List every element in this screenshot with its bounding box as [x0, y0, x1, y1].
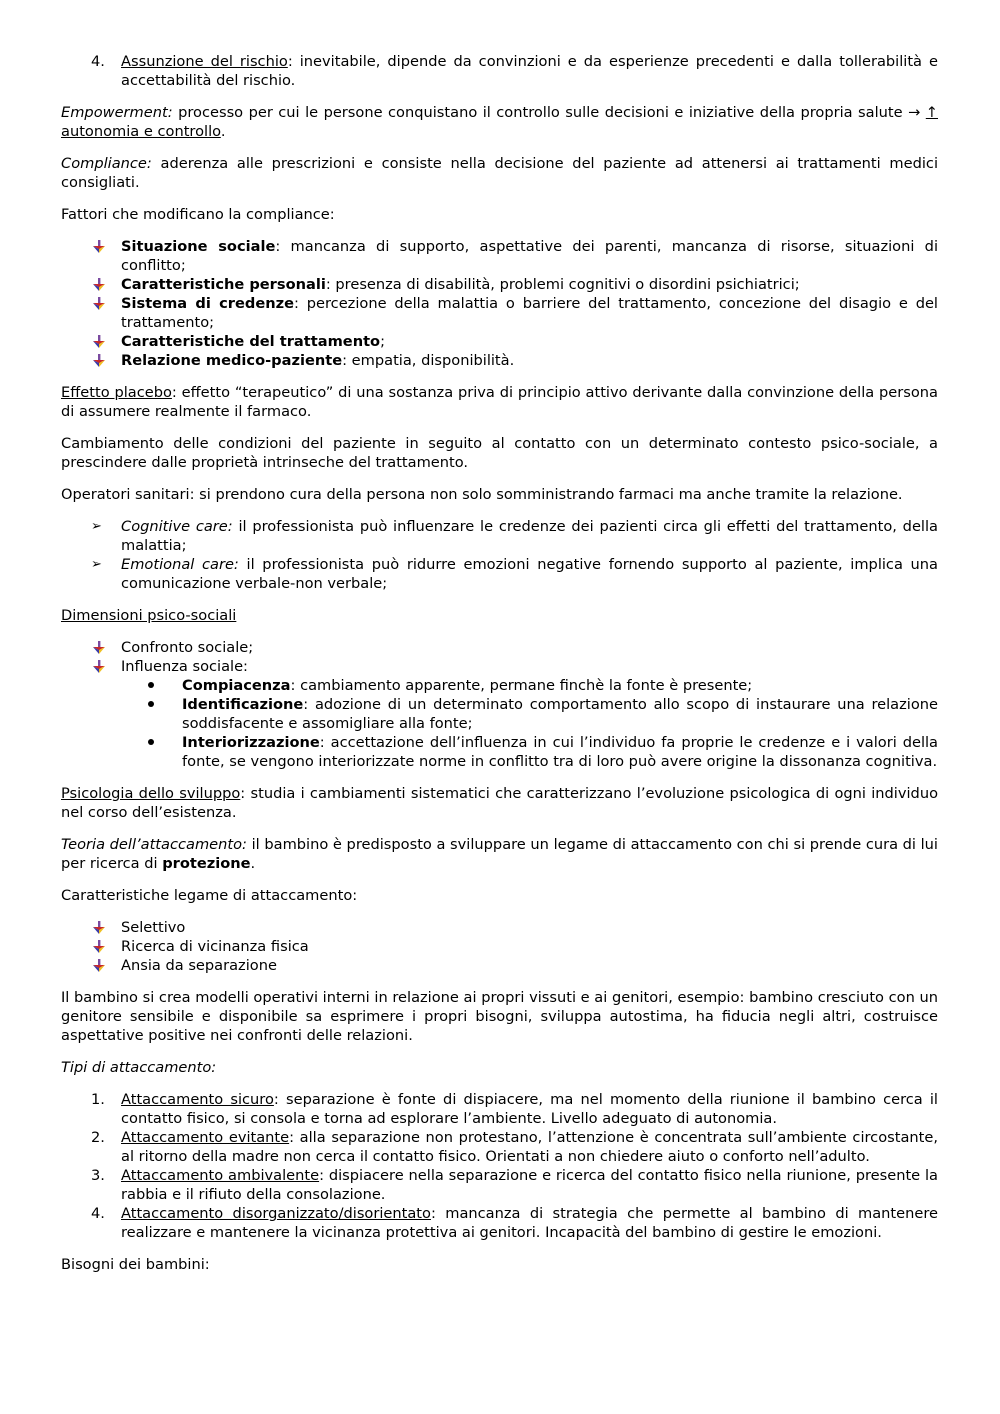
- tipi-heading: [61, 1058, 938, 1077]
- definition: il bambino è predisposto a sviluppare un legame di attaccamento con chi si prende cura di lui per ricerca di: [61, 836, 938, 872]
- definition: : separazione è fonte di dispiacere, ma nel momento della riunione il bambino cerca il contatto fisico, si consola e torna ad esplorare l’ambiente. Livello adeguato di autonomia.: [121, 1091, 938, 1127]
- arrowhead-bullet-icon: ➢: [91, 519, 102, 534]
- list-item: [61, 237, 938, 275]
- sub-list-item: [121, 695, 938, 733]
- influenza-sublist: [121, 676, 938, 771]
- dot-bullet-icon: [148, 701, 154, 707]
- cambiamento-paragraph: Cambiamento delle condizioni del paziente in seguito al contatto con un determinato contesto psico-sociale, a prescindere dalle proprietà intrinseche del trattamento.: [61, 435, 938, 471]
- definition: processo per cui le persone conquistano il controllo sulle decisioni e iniziative della propria salute: [172, 104, 909, 121]
- dot-bullet-icon: [148, 739, 154, 745]
- item-text: Ricerca di vicinanza fisica: [121, 938, 309, 955]
- attaccamento-paragraph: [61, 835, 938, 873]
- definition: il professionista può influenzare le credenze dei pazienti circa gli effetti del trattamento, della malattia;: [121, 518, 938, 554]
- list-number: 4.: [91, 1205, 105, 1222]
- list-item: [61, 638, 938, 657]
- list-item: [61, 956, 938, 975]
- sub-list-item: [121, 676, 938, 695]
- term: Interiorizzazione: [182, 734, 320, 751]
- list-number: 4.: [91, 53, 105, 70]
- term: Emotional care:: [121, 556, 239, 573]
- tipi-list: [61, 1090, 938, 1242]
- operatori-paragraph: Operatori sanitari: si prendono cura della persona non solo somministrando farmaci ma anche tramite la relazione.: [61, 486, 903, 503]
- term: Effetto placebo: [61, 384, 172, 401]
- term: Relazione medico-paziente: [121, 352, 343, 369]
- colored-arrow-bullet-icon: [92, 335, 106, 349]
- definition: : cambiamento apparente, permane finchè la fonte è presente;: [290, 677, 753, 694]
- definition: : alla separazione non protestano, l’attenzione è concentrata sull’ambiente circostante, al ritorno della madre non cerca il contatto fisico. Orientati a non chiedere aiuto o conforto nell’adulto.: [121, 1129, 938, 1165]
- item-text: Confronto sociale;: [121, 639, 254, 656]
- list-number: 1.: [91, 1091, 105, 1108]
- fattori-intro: Fattori che modificano la compliance:: [61, 206, 335, 223]
- item-text: Selettivo: [121, 919, 186, 936]
- arrow-icon: →: [908, 104, 921, 121]
- compliance-paragraph: [61, 154, 938, 192]
- term: Attaccamento ambivalente: [121, 1167, 320, 1184]
- definition: aderenza alle prescrizioni e consiste nella decisione del paziente ad attenersi ai trattamenti medici consigliati.: [61, 155, 938, 191]
- term: Compliance:: [61, 155, 152, 172]
- list-item: [61, 332, 938, 351]
- list-item: [61, 1166, 938, 1204]
- list-item: [61, 1204, 938, 1242]
- fattori-list: [61, 237, 938, 370]
- empowerment-paragraph: [61, 103, 938, 141]
- definition: : empatia, disponibilità.: [342, 352, 515, 369]
- colored-arrow-bullet-icon: [92, 660, 106, 674]
- arrowhead-bullet-icon: ➢: [91, 557, 102, 572]
- term: Situazione sociale: [121, 238, 276, 255]
- colored-arrow-bullet-icon: [92, 641, 106, 655]
- definition: : mancanza di strategia che permette al bambino di mantenere realizzare e mantenere la vicinanza protettiva ai genitori. Incapacità del bambino di gestire le emozioni.: [121, 1205, 938, 1241]
- definition: : percezione della malattia o barriere del trattamento, concezione del disagio e del trattamento;: [121, 295, 938, 331]
- colored-arrow-bullet-icon: [92, 240, 106, 254]
- term: Attaccamento sicuro: [121, 1091, 274, 1108]
- colored-arrow-bullet-icon: [92, 297, 106, 311]
- colored-arrow-bullet-icon: [92, 278, 106, 292]
- term: Cognitive care:: [121, 518, 233, 535]
- list-item: [61, 918, 938, 937]
- colored-arrow-bullet-icon: [92, 354, 106, 368]
- term: Compiacenza: [182, 677, 291, 694]
- list-item: [61, 517, 938, 555]
- colored-arrow-bullet-icon: [92, 959, 106, 973]
- term: Teoria dell’attaccamento:: [61, 836, 247, 853]
- term: Attaccamento disorganizzato/disorientato: [121, 1205, 431, 1222]
- definition: : dispiacere nella separazione e ricerca del contatto fisico nella riunione, presente la rabbia e il rifiuto della consolazione.: [121, 1167, 938, 1203]
- underlined-phrase: ↑ autonomia e controllo: [61, 104, 939, 140]
- definition: ;: [380, 333, 386, 350]
- colored-arrow-bullet-icon: [92, 940, 106, 954]
- sub-list-item: [121, 733, 938, 771]
- list-item: [61, 1128, 938, 1166]
- item-text: Influenza sociale:: [121, 658, 248, 675]
- definition: : accettazione dell’influenza in cui l’individuo fa proprie le credenze e i valori della fonte, se vengono interiorizzate norme in conflitto tra di loro può avere origine la dissonanza cognitiva.: [182, 734, 938, 770]
- term: Identificazione: [182, 696, 304, 713]
- list-item: [61, 351, 938, 370]
- definition: : adozione di un determinato comportamento allo scopo di instaurare una relazione soddisfacente e assomigliare alla fonte;: [182, 696, 938, 732]
- placebo-paragraph: [61, 383, 938, 421]
- definition: : effetto “terapeutico” di una sostanza priva di principio attivo derivante dalla convinzione della persona di assumere realmente il farmaco.: [61, 384, 938, 420]
- document-page: [61, 52, 938, 1287]
- sviluppo-paragraph: [61, 784, 938, 822]
- list-number: 2.: [91, 1129, 105, 1146]
- definition: : inevitabile, dipende da convinzioni e da esperienze precedenti e dalla tollerabilità e accettabilità del rischio.: [121, 53, 938, 89]
- definition: : presenza di disabilità, problemi cognitivi o disordini psichiatrici;: [325, 276, 800, 293]
- definition: il professionista può ridurre emozioni negative fornendo supporto al paziente, implica una comunicazione verbale-non verbale;: [121, 556, 939, 592]
- risk-list: [61, 52, 938, 90]
- list-item: [61, 294, 938, 332]
- term: Sistema di credenze: [121, 295, 294, 312]
- term: Attaccamento evitante: [121, 1129, 290, 1146]
- term: Caratteristiche personali: [121, 276, 326, 293]
- term: Empowerment:: [61, 104, 173, 121]
- list-item: [61, 275, 938, 294]
- punctuation: .: [220, 123, 226, 140]
- bold-word: protezione: [162, 855, 251, 872]
- list-item: [61, 555, 938, 593]
- definition: : studia i cambiamenti sistematici che caratterizzano l’evoluzione psicologica di ogni individuo nel corso dell’esistenza.: [61, 785, 938, 821]
- list-number: 3.: [91, 1167, 105, 1184]
- care-list: [61, 517, 938, 593]
- list-item: [61, 937, 938, 956]
- item-text: Ansia da separazione: [121, 957, 277, 974]
- definition: : mancanza di supporto, aspettative dei parenti, mancanza di risorse, situazioni di conflitto;: [121, 238, 938, 274]
- list-item: [61, 657, 938, 771]
- punctuation: .: [250, 855, 256, 872]
- legame-list: [61, 918, 938, 975]
- term: Caratteristiche del trattamento: [121, 333, 381, 350]
- modelli-paragraph: Il bambino si crea modelli operativi interni in relazione ai propri vissuti e ai genitori, esempio: bambino cresciuto con un genitore sensibile e disponibile sa esprimere i propri bisogni, sviluppa autostima, ha fiducia negli altri, costruisce aspettative positive nei confronti delle relazioni.: [61, 989, 938, 1044]
- legame-intro: Caratteristiche legame di attaccamento:: [61, 887, 358, 904]
- dimensioni-list: [61, 638, 938, 771]
- list-item: [61, 52, 938, 90]
- term: Assunzione del rischio: [121, 53, 288, 70]
- colored-arrow-bullet-icon: [92, 921, 106, 935]
- dot-bullet-icon: [148, 682, 154, 688]
- heading-text: Tipi di attaccamento:: [61, 1059, 217, 1076]
- list-item: [61, 1090, 938, 1128]
- heading-text: Dimensioni psico-sociali: [61, 607, 237, 624]
- bisogni-paragraph: Bisogni dei bambini:: [61, 1256, 210, 1273]
- term: Psicologia dello sviluppo: [61, 785, 241, 802]
- dimensioni-heading: [61, 606, 938, 625]
